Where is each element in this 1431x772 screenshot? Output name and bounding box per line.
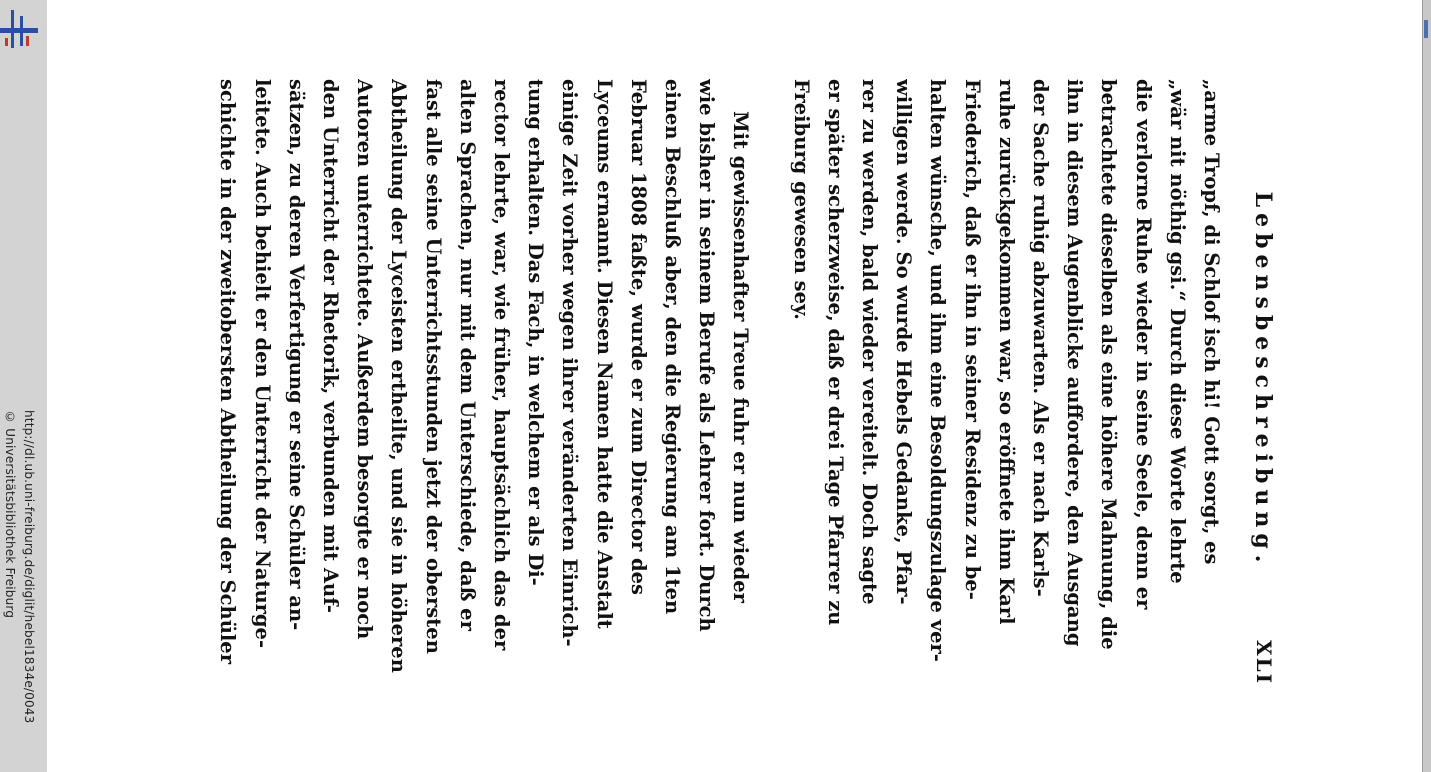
paragraph-2 — [210, 79, 757, 697]
text-line: halten wünsche, und ihm eine Besoldungszulage ver- — [926, 79, 950, 662]
text-line: den Unterricht der Rhetorik, verbunden mit Auf- — [318, 79, 342, 614]
right-marker-icon — [1424, 20, 1428, 38]
text-line: willigen werde. So wurde Hebels Gedanke, Pfar- — [892, 79, 916, 605]
text-line: „wär nit nöthig gsi.“ Durch diese Worte lehrte — [1165, 79, 1189, 584]
text-line: einige Zeit vorher wegen ihrer veränderten Einrich- — [558, 79, 582, 647]
text-line: betrachtete dieselben als eine höhere Mahnung, die — [1097, 79, 1121, 650]
copyright-notice: © Universitätsbibliothek Freiburg — [3, 410, 17, 619]
text-line: Freiburg gewesen sey. — [789, 79, 813, 320]
text-line: er später scherzweise, daß er drei Tage Pfarrer zu — [823, 79, 847, 626]
text-line: ruhe zurückgekommen war, so eröffnete ihm Karl — [994, 79, 1018, 625]
page-number: XLI — [1252, 640, 1276, 685]
running-head — [1238, 35, 1282, 725]
text-line: Lyceums ernannt. Diesen Namen hatte die Anstalt — [592, 79, 616, 629]
text-line: leitete. Auch behielt er den Unterricht der Naturge- — [250, 79, 274, 649]
text-line: der Sache ruhig abzuwarten. Als er nach Karls- — [1028, 79, 1052, 597]
text-line: Abtheilung der Lyceisten ertheilte, und sie in höheren — [387, 79, 411, 673]
scanned-page — [192, 35, 1282, 725]
text-line: schichte in der zweitobersten Abtheilung der Schüler — [216, 79, 240, 664]
text-line: ihn in diesem Augenblicke auffordere, den Ausgang — [1063, 79, 1087, 647]
text-line: die verlorne Ruhe wieder in seine Seele, denn er — [1131, 79, 1155, 610]
paragraph-1 — [783, 79, 1228, 697]
university-logo-icon — [0, 10, 40, 50]
text-line: „arme Tropf, di Schlof isch hi! Gott sorgt, es — [1200, 79, 1223, 565]
document-url[interactable]: http://dl.ub.uni-freiburg.de/diglit/hebel1834e/0043 — [22, 410, 36, 724]
page-content-rotated — [192, 35, 1282, 725]
text-line: fast alle seine Unterrichtsstunden jetzt der obersten — [421, 79, 445, 654]
text-line: Februar 1808 faßte, wurde er zum Director des — [626, 79, 650, 596]
text-line: rer zu werden, bald wieder vereitelt. Doch sagte — [857, 79, 881, 605]
text-line: sätzen, zu deren Verfertigung er seine Schüler an- — [284, 79, 308, 631]
text-line: tung erhalten. Das Fach, in welchem er als Di- — [524, 79, 548, 586]
text-line: Mit gewissenhafter Treue fuhr er nun wieder — [729, 111, 753, 603]
body-text — [210, 35, 1228, 725]
running-title: Lebensbeschreibung. — [1250, 191, 1276, 569]
right-scroll-border — [1422, 0, 1431, 772]
text-line: alten Sprachen, nur mit dem Unterschiede, daß er — [455, 79, 479, 631]
text-line: Autoren unterrichtete. Außerdem besorgte er noch — [353, 79, 377, 640]
text-line: rector lehrte, war, wie früher, hauptsächlich das der — [489, 79, 513, 651]
text-line: einen Beschluß aber, den die Regierung am 1ten — [660, 79, 684, 615]
viewer-sidebar — [0, 0, 47, 772]
text-line: wie bisher in seinem Berufe als Lehrer fort. Durch — [695, 79, 719, 632]
text-line: Friederich, daß er ihn in seiner Residenz zu be- — [960, 79, 984, 600]
